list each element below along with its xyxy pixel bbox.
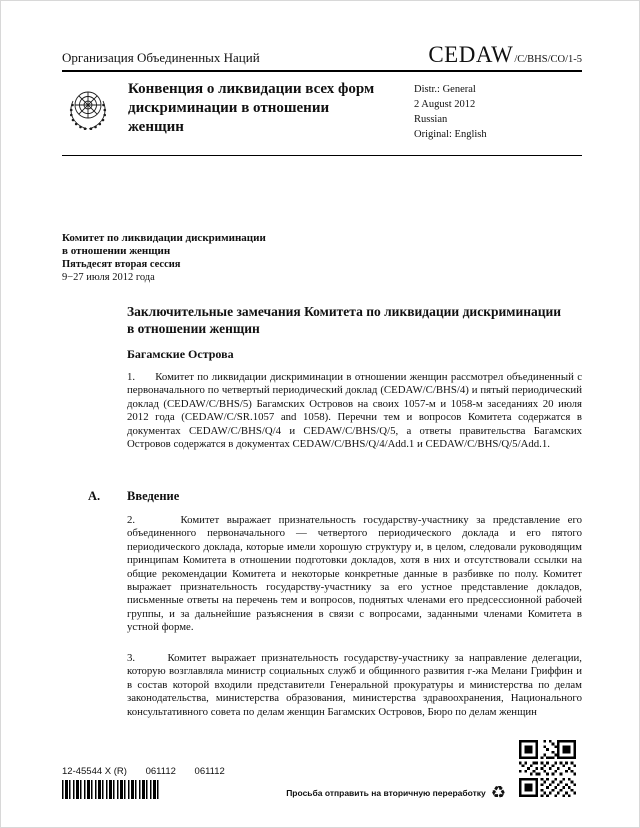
organization-name: Организация Объединенных Наций <box>62 50 260 65</box>
distribution-block <box>414 80 582 142</box>
qr-code <box>519 740 576 797</box>
committee-block <box>62 232 266 284</box>
recycle-icon: ♻ <box>490 783 506 802</box>
section-a-label: A. <box>88 489 101 503</box>
distr-date: 2 August 2012 <box>414 99 476 110</box>
section-a-title: Введение <box>127 489 180 503</box>
footer-document-id <box>62 766 241 777</box>
distr-line: Distr.: General <box>414 84 476 95</box>
distr-language: Russian <box>414 114 448 125</box>
distr-original: Original: English <box>414 129 487 140</box>
paragraph-1: 1. Комитет по ликвидации дискриминации в отношении женщин рассмотрел объединенный с первоначального по четвертый периодический доклад (CEDAW/C/BHS/4) и пятый периодический доклад (CEDAW/C/BHS/5) Багамских Островов на своих 1057-м и 1058-м заседаниях 20 июля 2012 года (CEDAW/C/SR.1057 and 1058). Перечни тем и вопросов Комитета содержатся в документах CEDAW/C/BHS/Q/4 и CEDAW/C/BHS/Q/5, а ответы правительства Багамских Островов содержатся в документах CEDAW/C/BHS/Q/4/Add.1 и CEDAW/C/BHS/Q/5/Add.1. <box>127 371 582 451</box>
report-title: Заключительные замечания Комитета по ликвидации дискриминации в отношении женщин <box>127 304 562 336</box>
convention-title: Конвенция о ликвидации всех форм дискриминации в отношении женщин <box>128 81 375 135</box>
recycle-text: Просьба отправить на вторичную переработку <box>286 787 486 798</box>
session-title: Пятьдесят вторая сессия <box>62 259 181 270</box>
masthead-rule-thin <box>62 155 582 156</box>
paragraph-2: 2. Комитет выражает признательность государству-участнику за представление его объединенного первоначального — четвертого периодического доклада и его пятого периодического доклада, которые имели хорошую структуру и, в целом, следовали руководящим принципам Комитета в отношении подготовки докладов, хотя в них и отсутствовали ссылки на общие рекомендации Комитета и некоторые конкретные данные в разбивке по полу. Комитет выражает признательность государству-участнику за его устное представление докладов, письменные ответы на перечень тем и вопросов, поднятых членами его предсессионной рабочей группы, и за дальнейшие разъяснения в связи с вопросами, заданными членами Комитета в устной форме. <box>127 514 582 634</box>
country-heading: Багамские Острова <box>127 347 234 361</box>
masthead <box>62 80 582 142</box>
paragraph-3: 3. Комитет выражает признательность государству-участнику за направление делегации, которую возглавляла министр социальных служб и общинного развития г-жа Мелани Гриффин и в состав которой входили представители Генеральной прокуратуры и министерства по делам законодательства, министерства образования, министерства здравоохранения, Национального консультативного совета по делам женщин Багамских Островов, Бюро по делам женщин <box>127 652 582 718</box>
committee-name-line2: в отношении женщин <box>62 245 171 257</box>
header-rule-thick <box>62 70 582 72</box>
document-symbol-suffix: /C/BHS/CO/1-5 <box>514 54 582 65</box>
footer-doc-number: 12-45544 X (R) <box>62 766 127 777</box>
committee-name-line1: Комитет по ликвидации дискриминации <box>62 232 266 244</box>
session-dates: 9−27 июля 2012 года <box>62 272 155 283</box>
document-symbol <box>428 42 582 68</box>
document-symbol-main: CEDAW <box>428 42 514 67</box>
un-emblem-icon <box>62 84 114 136</box>
footer-code-1: 061112 <box>145 766 176 777</box>
barcode <box>62 780 160 799</box>
recycle-note <box>240 784 506 801</box>
footer-code-2: 061112 <box>194 766 225 777</box>
